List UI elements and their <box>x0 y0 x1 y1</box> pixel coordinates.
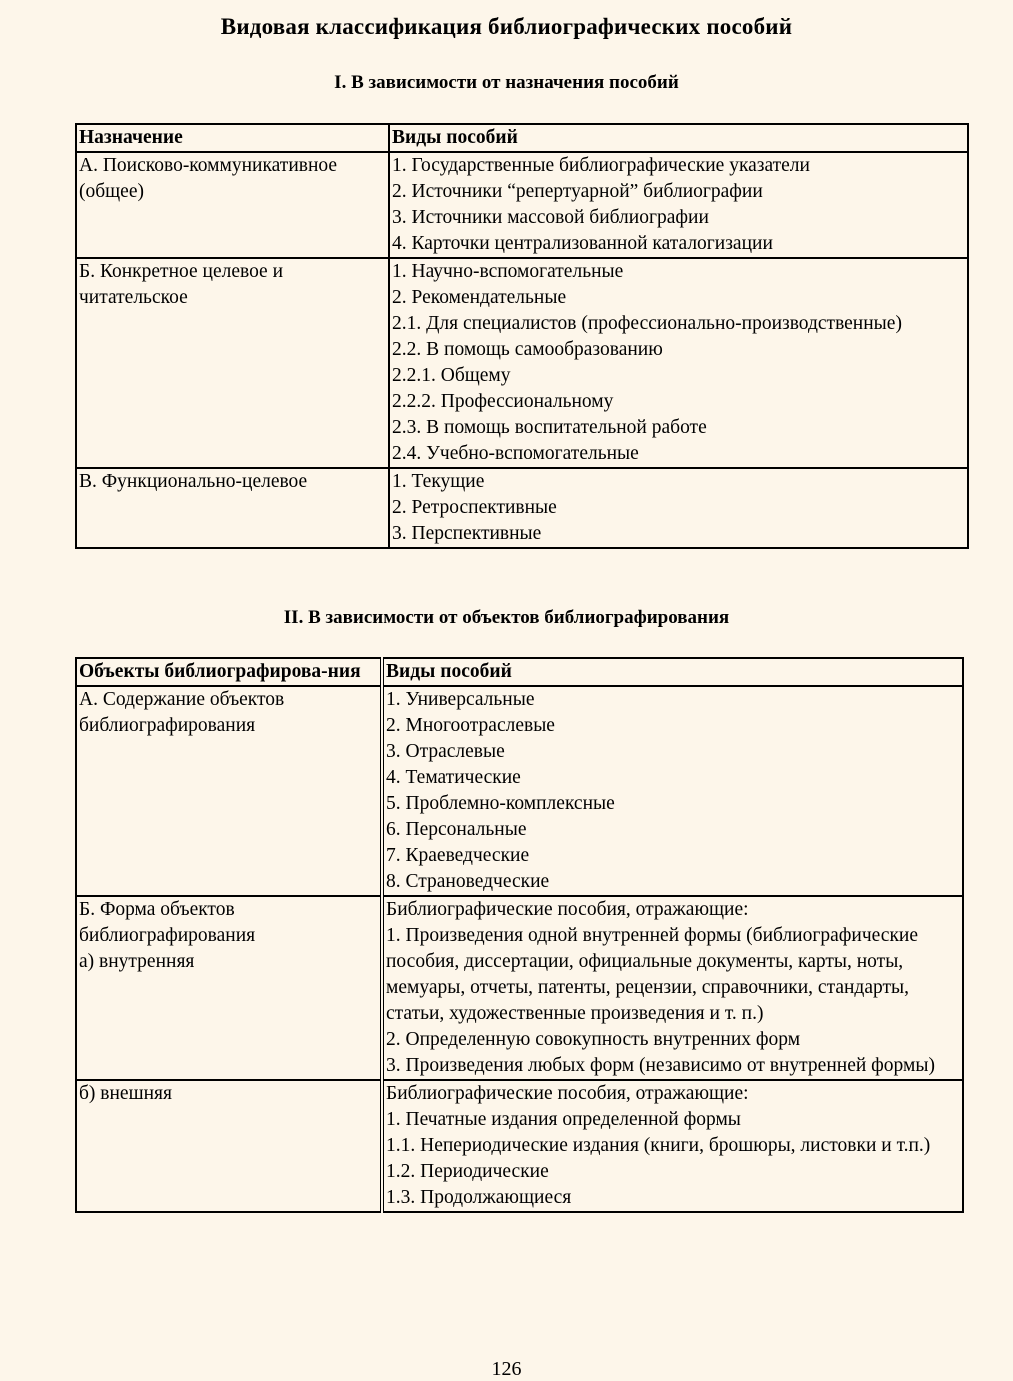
list-item: 3. Отраслевые <box>386 741 505 762</box>
object-cell <box>76 896 382 1080</box>
table-row <box>76 896 963 1080</box>
list-item: 3. Произведения любых форм (независимо от внутренней формы) <box>386 1055 935 1076</box>
list-item: 1.3. Продолжающиеся <box>386 1187 572 1208</box>
purpose-cell <box>76 258 389 468</box>
cell-line: библиографирования <box>79 715 256 736</box>
list-item: 1. Произведения одной внутренней формы (библиографические пособия, диссертации, официальные документы, карты, ноты, мемуары, отчеты, патенты, рецензии, справочники, стандарты, статьи, художественные произведения и т. п.) <box>386 925 919 1024</box>
section-title-objects: II. В зависимости от объектов библиографирования <box>283 607 730 628</box>
cell-line: Б. Форма объектов <box>79 899 235 920</box>
cell-line: А. Поисково-коммуникативное <box>79 155 338 176</box>
list-item: 2.2.2. Профессиональному <box>392 391 614 412</box>
list-item: 5. Проблемно-комплексные <box>386 793 615 814</box>
list-item: 6. Персональные <box>386 819 527 840</box>
purpose-table <box>75 123 969 549</box>
list-item: 8. Страноведческие <box>386 871 550 892</box>
page-number: 126 <box>491 1358 522 1380</box>
table-row <box>76 1080 963 1212</box>
types-cell <box>382 896 963 1080</box>
purpose-cell <box>76 152 389 258</box>
column-header-types: Виды пособий <box>382 658 963 686</box>
table-row <box>76 258 968 468</box>
cell-line: Б. Конкретное целевое и <box>79 261 284 282</box>
column-header-objects: Объекты библиографирова-ния <box>76 658 382 686</box>
section-title-purpose: I. В зависимости от назначения пособий <box>334 72 679 93</box>
column-header-types: Виды пособий <box>389 124 968 152</box>
list-item: 1. Государственные библиографические указатели <box>392 155 810 176</box>
object-cell <box>76 1080 382 1212</box>
list-item: 7. Краеведческие <box>386 845 530 866</box>
cell-line: А. Содержание объектов <box>79 689 285 710</box>
objects-table <box>75 657 964 1213</box>
list-item: 1. Текущие <box>392 471 485 492</box>
types-cell <box>382 1080 963 1212</box>
list-item: Библиографические пособия, отражающие: <box>386 1083 749 1104</box>
cell-line: а) внутренняя <box>79 951 195 972</box>
list-item: 3. Источники массовой библиографии <box>392 207 709 228</box>
cell-line: (общее) <box>79 181 144 202</box>
list-item: 2. Рекомендательные <box>392 287 567 308</box>
list-item: Библиографические пособия, отражающие: <box>386 899 749 920</box>
list-item: 2. Источники “репертуарной” библиографии <box>392 181 763 202</box>
list-item: 1. Печатные издания определенной формы <box>386 1109 741 1130</box>
list-item: 1.1. Непериодические издания (книги, брошюры, листовки и т.п.) <box>386 1135 931 1156</box>
table-row <box>76 468 968 548</box>
table-header-row <box>76 658 963 686</box>
list-item: 3. Перспективные <box>392 523 542 544</box>
list-item: 2.2. В помощь самообразованию <box>392 339 663 360</box>
table-row <box>76 152 968 258</box>
list-item: 1. Научно-вспомогательные <box>392 261 624 282</box>
cell-line: библиографирования <box>79 925 256 946</box>
table-header-row <box>76 124 968 152</box>
table-row <box>76 686 963 896</box>
list-item: 2. Ретроспективные <box>392 497 557 518</box>
types-cell <box>389 258 968 468</box>
list-item: 1. Универсальные <box>386 689 535 710</box>
object-cell <box>76 686 382 896</box>
page-title: Видовая классификация библиографических пособий <box>220 14 793 39</box>
list-item: 2. Многоотраслевые <box>386 715 555 736</box>
list-item: 4. Тематические <box>386 767 521 788</box>
list-item: 2.2.1. Общему <box>392 365 511 386</box>
column-header-purpose: Назначение <box>76 124 389 152</box>
cell-line: б) внешняя <box>79 1083 172 1104</box>
list-item: 2.4. Учебно-вспомогательные <box>392 443 639 464</box>
types-cell <box>389 468 968 548</box>
cell-line: В. Функционально-целевое <box>79 471 308 492</box>
list-item: 1.2. Периодические <box>386 1161 549 1182</box>
cell-line: читательское <box>79 287 188 308</box>
list-item: 2.1. Для специалистов (профессионально-производственные) <box>392 313 902 334</box>
types-cell <box>389 152 968 258</box>
list-item: 4. Карточки централизованной каталогизации <box>392 233 773 254</box>
types-cell <box>382 686 963 896</box>
list-item: 2.3. В помощь воспитательной работе <box>392 417 707 438</box>
purpose-cell <box>76 468 389 548</box>
list-item: 2. Определенную совокупность внутренних форм <box>386 1029 801 1050</box>
